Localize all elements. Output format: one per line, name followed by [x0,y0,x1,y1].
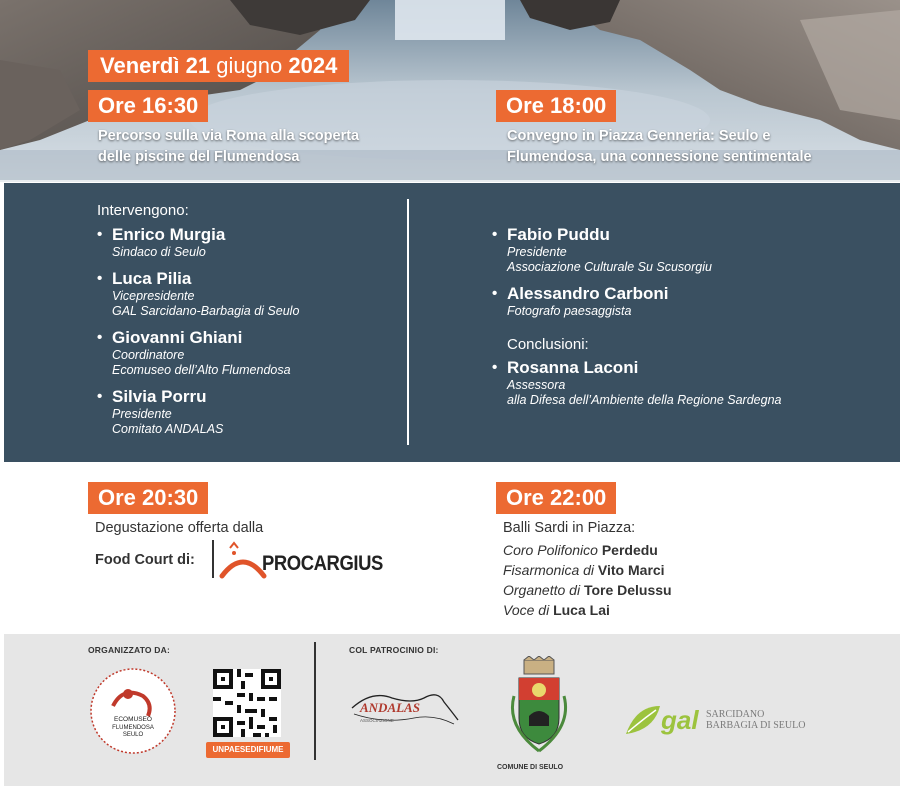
music-role: Coro Polifonico [503,542,598,558]
footer-logos [4,634,900,786]
procargius-wordmark: PROCARGIUS [262,552,383,575]
speakers-panel [4,183,900,462]
speaker-role: Vicepresidente [112,289,195,303]
speaker-item [492,224,892,275]
event-1800-line1: Convegno in Piazza Genneria: Seulo e [507,128,771,144]
speaker-role: Coordinatore [112,348,185,362]
gal-subtitle-line2: BARBAGIA DI SEULO [706,720,806,731]
comune-label: COMUNE DI SEULO [497,764,564,771]
music-role: Fisarmonica di [503,562,595,578]
speaker-item [97,327,397,378]
footer-divider [314,642,316,760]
speakers-right-column [492,224,892,408]
music-role: Organetto di [503,582,581,598]
date-day: Venerdì 21 [100,53,211,78]
music-performer: Vito Marci [597,562,665,578]
column-divider [407,199,409,445]
gal-subtitle-line1: SARCIDANO [706,709,765,720]
speaker-name: Fabio Puddu [507,225,610,244]
ecomuseo-logo [88,666,178,756]
hero-banner [0,0,900,182]
time-badge-2200: Ore 22:00 [496,482,616,514]
music-line [503,580,672,600]
bullet-icon: • [492,226,498,243]
tasting-description: Degustazione offerta dalla [95,520,264,536]
speaker-role: Presidente [112,407,172,421]
music-line [503,600,610,620]
speaker-role-org: alla Difesa dell’Ambiente della Regione Sardegna [507,393,782,407]
date-month: giugno [216,53,283,78]
gal-wordmark: gal [661,705,699,735]
logo-separator [212,540,214,578]
time-badge-1630: Ore 16:30 [88,90,208,122]
time-badge-2030: Ore 20:30 [88,482,208,514]
bullet-icon: • [97,329,103,346]
speaker-role-org: GAL Sarcidano-Barbagia di Seulo [112,304,300,318]
gal-leaf-icon [624,704,662,738]
event-1800-description [507,126,812,168]
date-year: 2024 [288,53,338,78]
speaker-name: Rosanna Laconi [507,358,639,377]
svg-text:ECOMUSEO: ECOMUSEO [114,716,152,723]
svg-text:FLUMENDOSA: FLUMENDOSA [112,725,154,731]
speaker-role-org: Comitato ANDALAS [112,422,224,436]
procargius-arch-icon [218,540,268,582]
svg-text:ASSOCIAZIONE: ASSOCIAZIONE [360,718,394,723]
event-1800-line2: Flumendosa, una connessione sentimentale [507,149,812,165]
music-line [503,560,665,580]
speaker-item [97,386,397,437]
conclusions-label: Conclusioni: [507,336,589,353]
speaker-role: Presidente [507,245,567,259]
speaker-role: Fotografo paesaggista [507,304,632,318]
gal-subtitle [706,709,805,731]
speaker-item [97,224,397,260]
bullet-icon: • [492,285,498,302]
speaker-role-org: Associazione Culturale Su Scusorgiu [507,260,712,274]
event-1630-line2: delle piscine del Flumendosa [98,149,300,165]
procargius-logo [212,540,382,582]
bullet-icon: • [492,359,498,376]
speaker-item [492,283,892,319]
speakers-left-column [97,202,397,437]
event-1630-description [98,126,359,168]
time-badge-1800: Ore 18:00 [496,90,616,122]
andalas-logo [350,678,462,748]
svg-text:ANDALAS: ANDALAS [360,700,420,715]
speaker-name: Luca Pilia [112,269,192,288]
music-line [503,540,658,560]
music-role: Voce di [503,602,550,618]
comune-di-seulo-crest-icon [504,656,574,766]
music-performer: Perdedu [601,542,658,558]
speaker-name: Giovanni Ghiani [112,328,243,347]
bullet-icon: • [97,270,103,287]
speaker-item [97,268,397,319]
event-1630-line1: Percorso sulla via Roma alla scoperta [98,128,360,144]
food-court-label: Food Court di: [95,552,195,568]
qr-code-icon [213,669,281,737]
dance-description: Balli Sardi in Piazza: [503,520,636,536]
event-date-badge [88,50,349,82]
organized-by-label: ORGANIZZATO DA: [88,645,171,655]
svg-text:SEULO: SEULO [122,732,144,738]
qr-caption: UNPAESEDIFIUME [206,742,290,758]
music-performer: Tore Delussu [583,582,672,598]
speakers-intro: Intervengono: [97,202,189,219]
speaker-item-conclusion [492,357,892,408]
speaker-name: Alessandro Carboni [507,284,669,303]
speaker-name: Enrico Murgia [112,225,226,244]
hero-divider [0,180,900,182]
bullet-icon: • [97,388,103,405]
bullet-icon: • [97,226,103,243]
speaker-role-org: Ecomuseo dell’Alto Flumendosa [112,363,291,377]
speaker-name: Silvia Porru [112,387,207,406]
speaker-role: Sindaco di Seulo [112,245,206,259]
music-performer: Luca Lai [553,602,610,618]
patronage-label: COL PATROCINIO DI: [349,645,439,655]
speaker-role: Assessora [507,378,566,392]
